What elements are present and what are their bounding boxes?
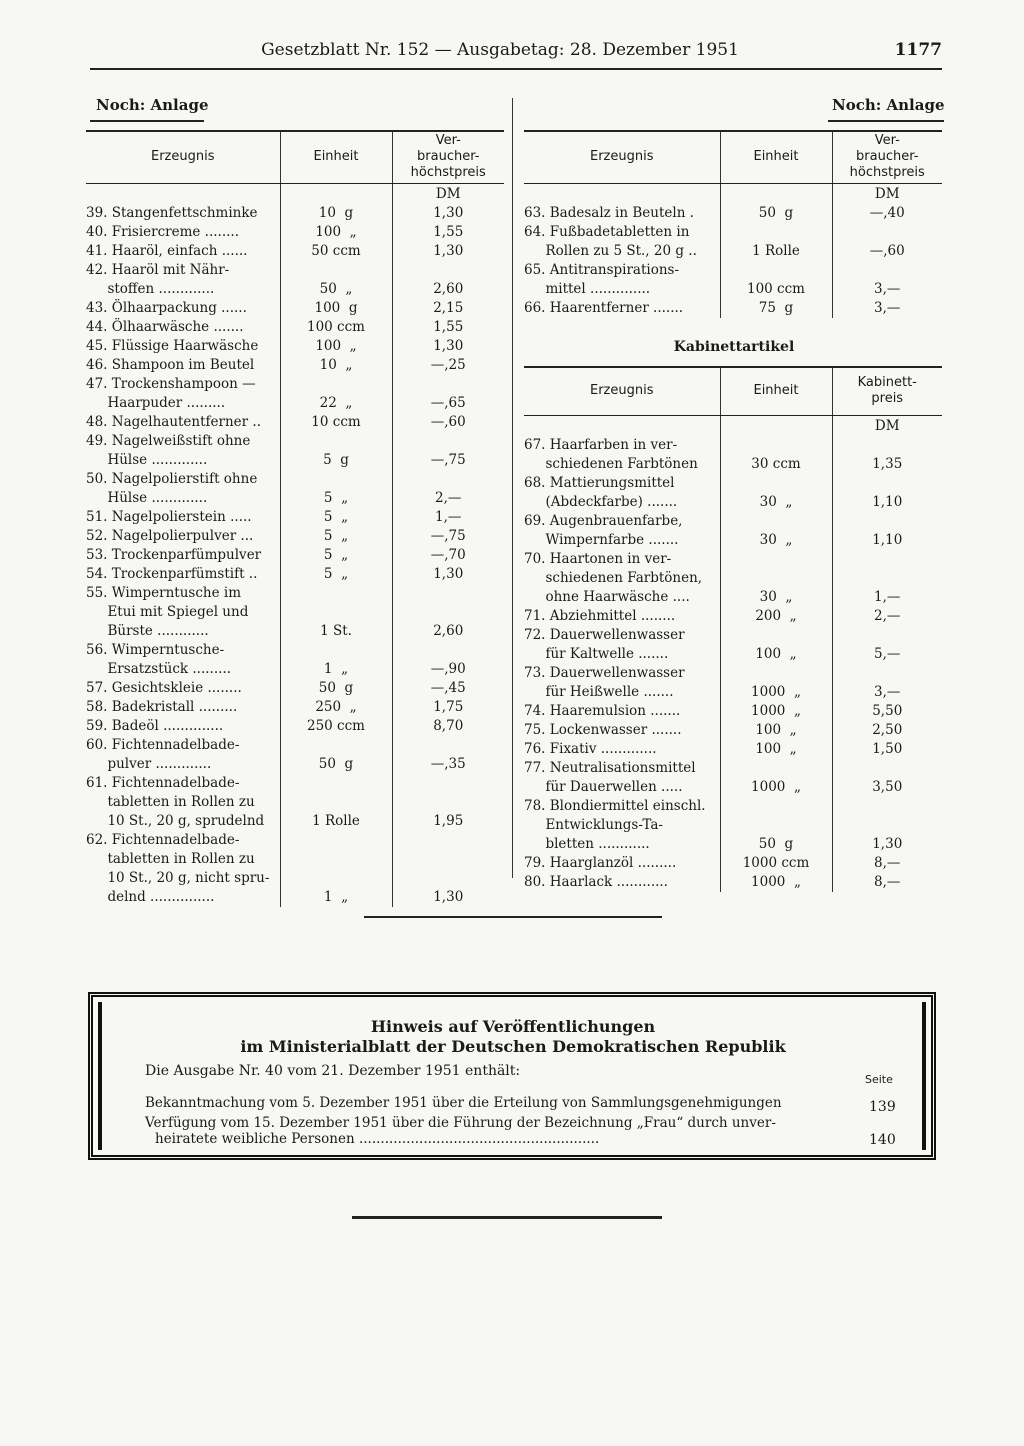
product-name-line: 45. Flüssige Haarwäsche: [86, 337, 259, 354]
product-name-line: 51. Nagelpolierstein .....: [86, 508, 252, 525]
col-header-product: Erzeugnis: [524, 367, 720, 415]
product-name: [524, 664, 720, 702]
price-cell: 3,50: [872, 778, 903, 795]
product-name: [524, 797, 720, 854]
notice-entry-2-line2: heiratete weibliche Personen ........................................................: [155, 1131, 600, 1147]
price-cell: 3,—: [874, 299, 901, 316]
table-row: [86, 375, 504, 413]
col-header-unit: Einheit: [720, 131, 832, 183]
table-row: [86, 413, 504, 432]
product-name: [524, 702, 720, 721]
product-name: [524, 512, 720, 550]
currency-row: [524, 415, 942, 436]
product-name-line: schiedenen Farbtönen,: [524, 569, 703, 586]
product-name: [524, 854, 720, 873]
price-cell: 5,—: [874, 645, 901, 662]
product-name: [524, 759, 720, 797]
product-name: [86, 736, 280, 774]
product-name: [86, 679, 280, 698]
table-row: [86, 223, 504, 242]
table-row: [86, 508, 504, 527]
product-name-line: Entwicklungs-Ta-: [524, 816, 663, 833]
bottom-separator: [352, 1216, 662, 1219]
col-header-product: Erzeugnis: [86, 131, 280, 183]
seite-label: Seite: [865, 1073, 893, 1086]
product-name: [524, 550, 720, 607]
unit-cell: 1000 ccm: [720, 854, 832, 873]
unit-cell: 30 „: [720, 550, 832, 607]
page-number: 1177: [894, 40, 942, 60]
column-divider: [512, 98, 513, 878]
product-name-line: Hülse .............: [86, 451, 208, 468]
col-header-price: Ver- braucher- höchstpreis: [392, 131, 504, 183]
price-cell: 3,—: [874, 280, 901, 297]
table-row: [524, 873, 942, 892]
unit-cell: 1000 „: [720, 664, 832, 702]
unit-cell: 1 „: [280, 641, 392, 679]
product-name-line: 72. Dauerwellenwasser: [524, 626, 685, 643]
unit-cell: 5 „: [280, 546, 392, 565]
product-name-line: 49. Nagelweißstift ohne: [86, 432, 251, 449]
table-row: [524, 436, 942, 474]
unit-cell: 100 „: [720, 740, 832, 759]
table-row: [524, 474, 942, 512]
notice-entry-2-line1: Verfügung vom 15. Dezember 1951 über die Führung der Bezeichnung „Frau“ durch unver-: [145, 1115, 776, 1131]
product-name: [86, 641, 280, 679]
table-row: [524, 204, 942, 223]
unit-cell: 1000 „: [720, 702, 832, 721]
price-cell: 1,35: [872, 455, 903, 472]
kabinett-price-table: [524, 366, 942, 892]
table-row: [86, 717, 504, 736]
price-cell: 2,60: [433, 280, 464, 297]
unit-cell: 100 „: [720, 721, 832, 740]
unit-cell: 30 ccm: [720, 436, 832, 474]
price-cell: —,90: [430, 660, 466, 677]
product-name-line: mittel ..............: [524, 280, 651, 297]
price-cell: 2,—: [874, 607, 901, 624]
table-row: [524, 664, 942, 702]
currency-row: [524, 183, 942, 204]
table-row: [524, 740, 942, 759]
unit-cell: 10 g: [280, 204, 392, 223]
product-name-line: 59. Badeöl ..............: [86, 717, 224, 734]
notice-title-line2: im Ministerialblatt der Deutschen Demokratischen Republik: [240, 1037, 786, 1056]
unit-cell: 1 St.: [280, 584, 392, 641]
price-cell: 3,—: [874, 683, 901, 700]
product-name-line: 76. Fixativ .............: [524, 740, 657, 757]
col-header-unit: Einheit: [280, 131, 392, 183]
product-name-line: Bürste ............: [86, 622, 209, 639]
product-name-line: 60. Fichtennadelbade-: [86, 736, 240, 753]
product-name-line: 44. Ölhaarwäsche .......: [86, 318, 244, 335]
unit-cell: 100 ccm: [280, 318, 392, 337]
product-name-line: stoffen .............: [86, 280, 215, 297]
price-cell: 5,50: [872, 702, 903, 719]
product-name-line: 40. Frisiercreme ........: [86, 223, 240, 240]
product-name-line: 56. Wimperntusche-: [86, 641, 225, 658]
table-row: [524, 854, 942, 873]
product-name-line: (Abdeckfarbe) .......: [524, 493, 678, 510]
price-cell: 2,—: [435, 489, 462, 506]
kabinett-title: Kabinettartikel: [673, 339, 795, 355]
product-name-line: 10 St., 20 g, nicht spru-: [86, 869, 270, 886]
price-cell: 2,50: [872, 721, 903, 738]
price-cell: 1,75: [433, 698, 464, 715]
table-row: [86, 356, 504, 375]
product-name-line: 54. Trockenparfümstift ..: [86, 565, 258, 582]
product-name-line: 48. Nagelhautentferner ..: [86, 413, 261, 430]
product-name-line: 66. Haarentferner .......: [524, 299, 684, 316]
product-name-line: 57. Gesichtskleie ........: [86, 679, 242, 696]
price-cell: 1,55: [433, 318, 464, 335]
table-row: [524, 223, 942, 261]
unit-cell: 50 g: [280, 679, 392, 698]
gazette-title: Gesetzblatt Nr. 152 — Ausgabetag: 28. Dezember 1951: [261, 40, 739, 60]
table-row: [86, 318, 504, 337]
price-cell: 1,30: [433, 242, 464, 259]
unit-cell: 22 „: [280, 375, 392, 413]
table-row: [524, 512, 942, 550]
product-name: [86, 204, 280, 223]
unit-cell: 200 „: [720, 607, 832, 626]
product-name-line: 41. Haaröl, einfach ......: [86, 242, 248, 259]
unit-cell: 10 ccm: [280, 413, 392, 432]
unit-cell: 1 „: [280, 831, 392, 907]
table-row: [86, 470, 504, 508]
product-name-line: bletten ............: [524, 835, 650, 852]
product-name-line: für Heißwelle .......: [524, 683, 674, 700]
unit-cell: 5 g: [280, 432, 392, 470]
currency-spacer: [524, 415, 720, 436]
price-cell: 2,60: [433, 622, 464, 639]
table-row: [86, 261, 504, 299]
product-name: [86, 242, 280, 261]
price-cell: 1,10: [872, 531, 903, 548]
table-row: [524, 550, 942, 607]
unit-cell: 50 „: [280, 261, 392, 299]
unit-cell: 1000 „: [720, 873, 832, 892]
price-cell: 1,50: [872, 740, 903, 757]
table-row: [86, 774, 504, 831]
unit-cell: 1000 „: [720, 759, 832, 797]
table-row: [524, 607, 942, 626]
product-name: [86, 527, 280, 546]
product-name-line: 50. Nagelpolierstift ohne: [86, 470, 258, 487]
product-name-line: 10 St., 20 g, sprudelnd: [86, 812, 265, 829]
price-cell: —,45: [430, 679, 466, 696]
notice-entry-1-page: 139: [869, 1099, 896, 1115]
price-cell: 1,55: [433, 223, 464, 240]
product-name: [86, 318, 280, 337]
price-cell: —,35: [430, 755, 466, 772]
right-anlage-heading: Noch: Anlage: [832, 96, 945, 114]
col-header-unit: Einheit: [720, 367, 832, 415]
unit-cell: 100 „: [280, 337, 392, 356]
notice-box: [88, 992, 936, 1160]
currency-spacer: [524, 183, 720, 204]
price-cell: —,60: [430, 413, 466, 430]
price-cell: —,40: [869, 204, 905, 221]
product-name: [86, 508, 280, 527]
product-name-line: 43. Ölhaarpackung ......: [86, 299, 247, 316]
table-row: [86, 546, 504, 565]
table-row: [524, 299, 942, 318]
product-name-line: 55. Wimperntusche im: [86, 584, 241, 601]
price-cell: —,25: [430, 356, 466, 373]
product-name-line: für Dauerwellen .....: [524, 778, 683, 795]
price-cell: —,70: [430, 546, 466, 563]
table-row: [86, 831, 504, 907]
table-row: [524, 702, 942, 721]
unit-cell: 75 g: [720, 299, 832, 318]
product-name: [86, 565, 280, 584]
product-name: [86, 261, 280, 299]
currency-spacer: [720, 183, 832, 204]
product-name: [86, 356, 280, 375]
product-name-line: Haarpuder .........: [86, 394, 226, 411]
product-name-line: 47. Trockenshampoon —: [86, 375, 256, 392]
product-name-line: 53. Trockenparfümpulver: [86, 546, 262, 563]
left-anlage-rule: [90, 120, 204, 122]
currency-label: DM: [435, 185, 461, 202]
product-name-line: Hülse .............: [86, 489, 208, 506]
unit-cell: 5 „: [280, 470, 392, 508]
product-name-line: 68. Mattierungsmittel: [524, 474, 675, 491]
table-row: [524, 261, 942, 299]
unit-cell: 50 g: [280, 736, 392, 774]
price-cell: 1,30: [433, 204, 464, 221]
unit-cell: 30 „: [720, 512, 832, 550]
price-cell: 1,30: [872, 835, 903, 852]
table-row: [86, 736, 504, 774]
product-name-line: Rollen zu 5 St., 20 g ..: [524, 242, 697, 259]
unit-cell: 10 „: [280, 356, 392, 375]
price-cell: 1,30: [433, 337, 464, 354]
product-name: [524, 474, 720, 512]
notice-intro: Die Ausgabe Nr. 40 vom 21. Dezember 1951 enthält:: [145, 1063, 521, 1079]
product-name-line: delnd ...............: [86, 888, 215, 905]
col-header-price: Ver- braucher- höchstpreis: [832, 131, 942, 183]
table-row: [524, 797, 942, 854]
currency-spacer: [720, 415, 832, 436]
product-name: [524, 721, 720, 740]
product-name-line: 77. Neutralisationsmittel: [524, 759, 696, 776]
product-name-line: tabletten in Rollen zu: [86, 850, 255, 867]
product-name: [86, 546, 280, 565]
product-name: [524, 299, 720, 318]
product-name-line: 69. Augenbrauenfarbe,: [524, 512, 683, 529]
unit-cell: 50 g: [720, 797, 832, 854]
product-name: [86, 432, 280, 470]
unit-cell: 5 „: [280, 565, 392, 584]
unit-cell: 50 g: [720, 204, 832, 223]
product-name-line: 42. Haaröl mit Nähr-: [86, 261, 230, 278]
product-name: [524, 204, 720, 223]
product-name-line: 78. Blondiermittel einschl.: [524, 797, 706, 814]
product-name: [86, 223, 280, 242]
price-cell: 8,—: [874, 854, 901, 871]
product-name-line: 74. Haaremulsion .......: [524, 702, 681, 719]
product-name: [86, 717, 280, 736]
product-name: [86, 470, 280, 508]
notice-entry-1: Bekanntmachung vom 5. Dezember 1951 über die Erteilung von Sammlungsgenehmigungen: [145, 1095, 782, 1111]
right-price-table: [524, 130, 942, 318]
product-name-line: 70. Haartonen in ver-: [524, 550, 672, 567]
section-separator: [364, 916, 662, 918]
product-name-line: 61. Fichtennadelbade-: [86, 774, 240, 791]
product-name-line: pulver .............: [86, 755, 212, 772]
table-row: [86, 565, 504, 584]
price-cell: 8,70: [433, 717, 464, 734]
unit-cell: 1 Rolle: [720, 223, 832, 261]
currency-spacer: [86, 183, 280, 204]
table-row: [86, 242, 504, 261]
unit-cell: 100 ccm: [720, 261, 832, 299]
left-anlage-heading: Noch: Anlage: [96, 96, 209, 114]
product-name: [86, 337, 280, 356]
table-row: [524, 626, 942, 664]
left-price-table: [86, 130, 504, 907]
product-name-line: tabletten in Rollen zu: [86, 793, 255, 810]
product-name: [524, 873, 720, 892]
product-name: [524, 740, 720, 759]
unit-cell: 5 „: [280, 527, 392, 546]
table-row: [86, 698, 504, 717]
price-cell: 1,30: [433, 888, 464, 905]
unit-cell: 5 „: [280, 508, 392, 527]
price-cell: 2,15: [433, 299, 464, 316]
table-row: [86, 641, 504, 679]
table-row: [86, 204, 504, 223]
table-row: [524, 721, 942, 740]
unit-cell: 100 „: [280, 223, 392, 242]
price-cell: —,75: [430, 527, 466, 544]
notice-entry-2-page: 140: [869, 1132, 896, 1148]
product-name: [86, 698, 280, 717]
product-name: [86, 299, 280, 318]
product-name: [524, 223, 720, 261]
currency-label: DM: [874, 417, 900, 434]
product-name-line: 52. Nagelpolierpulver ...: [86, 527, 254, 544]
unit-cell: 30 „: [720, 474, 832, 512]
product-name-line: 63. Badesalz in Beuteln .: [524, 204, 694, 221]
price-cell: 1,10: [872, 493, 903, 510]
currency-spacer: [280, 183, 392, 204]
product-name-line: 64. Fußbadetabletten in: [524, 223, 690, 240]
unit-cell: 250 „: [280, 698, 392, 717]
col-header-product: Erzeugnis: [524, 131, 720, 183]
product-name-line: 46. Shampoon im Beutel: [86, 356, 255, 373]
price-cell: 1,—: [874, 588, 901, 605]
product-name-line: 71. Abziehmittel ........: [524, 607, 676, 624]
product-name-line: 39. Stangenfettschminke: [86, 204, 258, 221]
product-name: [524, 436, 720, 474]
product-name-line: ohne Haarwäsche ....: [524, 588, 690, 605]
product-name-line: 62. Fichtennadelbade-: [86, 831, 240, 848]
price-cell: 1,—: [435, 508, 462, 525]
product-name: [86, 375, 280, 413]
currency-row: [86, 183, 504, 204]
table-row: [86, 584, 504, 641]
notice-title-line1: Hinweis auf Veröffentlichungen: [370, 1017, 656, 1036]
table-row: [86, 432, 504, 470]
price-cell: —,75: [430, 451, 466, 468]
unit-cell: 50 ccm: [280, 242, 392, 261]
product-name-line: 75. Lockenwasser .......: [524, 721, 682, 738]
product-name-line: 58. Badekristall .........: [86, 698, 238, 715]
product-name-line: Etui mit Spiegel und: [86, 603, 249, 620]
product-name: [524, 626, 720, 664]
table-row: [524, 759, 942, 797]
product-name: [524, 261, 720, 299]
price-cell: 8,—: [874, 873, 901, 890]
price-cell: 1,95: [433, 812, 464, 829]
unit-cell: 100 „: [720, 626, 832, 664]
header-rule: [90, 68, 942, 70]
product-name: [86, 413, 280, 432]
table-row: [86, 299, 504, 318]
product-name-line: Wimpernfarbe .......: [524, 531, 679, 548]
product-name: [524, 607, 720, 626]
price-cell: 1,30: [433, 565, 464, 582]
product-name-line: 65. Antitranspirations-: [524, 261, 680, 278]
col-header-price: Kabinett- preis: [832, 367, 942, 415]
product-name: [86, 774, 280, 831]
product-name-line: 80. Haarlack ............: [524, 873, 668, 890]
product-name-line: schiedenen Farbtönen: [524, 455, 698, 472]
currency-label: DM: [874, 185, 900, 202]
unit-cell: 250 ccm: [280, 717, 392, 736]
product-name-line: für Kaltwelle .......: [524, 645, 669, 662]
right-anlage-rule: [828, 120, 944, 122]
product-name: [86, 831, 280, 907]
product-name-line: Ersatzstück .........: [86, 660, 231, 677]
price-cell: —,65: [430, 394, 466, 411]
product-name-line: 67. Haarfarben in ver-: [524, 436, 678, 453]
product-name: [86, 584, 280, 641]
table-row: [86, 337, 504, 356]
unit-cell: 100 g: [280, 299, 392, 318]
product-name-line: 73. Dauerwellenwasser: [524, 664, 685, 681]
table-row: [86, 679, 504, 698]
unit-cell: 1 Rolle: [280, 774, 392, 831]
product-name-line: 79. Haarglanzöl .........: [524, 854, 677, 871]
table-row: [86, 527, 504, 546]
price-cell: —,60: [869, 242, 905, 259]
